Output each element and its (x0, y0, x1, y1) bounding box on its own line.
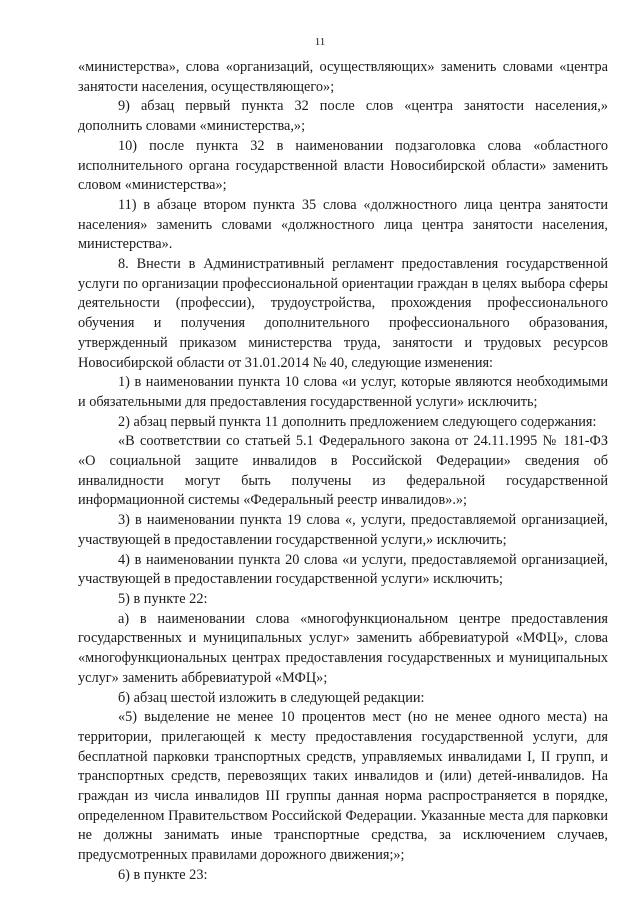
paragraph: 3) в наименовании пункта 19 слова «, услуги, предоставляемой организацией, участвующей в предоставлении государственной услуги,» исключить; (78, 512, 608, 548)
paragraph: 2) абзац первый пункта 11 дополнить предложением следующего содержания: (118, 413, 597, 430)
paragraph: а) в наименовании слова «многофункциональном центре предоставления государственных и муниципальных услуг» заменить аббревиатурой «МФЦ», слова «многофункциональных центрах предоставления государственных и муниципальных услуг» заменить аббревиатурой «МФЦ»; (78, 610, 608, 686)
paragraph: 9) абзац первый пункта 32 после слов «центра занятости населения,» дополнить словами «министерства,»; (78, 98, 608, 135)
paragraph: «В соответствии со статьей 5.1 Федерального закона от 24.11.1995 № 181-ФЗ «О социальной защите инвалидов в Российской Федерации» сведения об инвалидности могут быть получены из федеральной государственной информационной системы «Федеральный реестр инвалидов».»; (78, 433, 608, 509)
paragraph: 4) в наименовании пункта 20 слова «и услуги, предоставляемой организацией, участвующей в предоставлении государственной услуги» исключить; (78, 551, 608, 588)
paragraph: 8. Внести в Административный регламент предоставления государственной услуги по организации профессиональной ориентации граждан в целях выбора сферы деятельности (профессии), трудоустройства, прохождения профессионального обучения и получения дополнительного профессионального образования, утвержденный приказом министерства труда, занятости и трудовых ресурсов Новосибирской области от 31.01.2014 № 40, следующие изменения: (78, 256, 608, 371)
paragraph: б) абзац шестой изложить в следующей редакции: (118, 689, 425, 706)
page-number: 11 (314, 36, 326, 48)
paragraph: 1) в наименовании пункта 10 слова «и услуг, которые являются необходимыми и обязательными для предоставления государственной услуги» исключить; (78, 374, 608, 410)
document-body (78, 58, 608, 886)
paragraph: 11) в абзаце втором пункта 35 слова «должностного лица центра занятости населения» заменить словами «должностного лица центра занятости населения, министерства». (78, 196, 608, 253)
paragraph: «5) выделение не менее 10 процентов мест (но не менее одного места) на территории, прилегающей к месту предоставления государственной услуги, для бесплатной парковки транспортных средств, управляемых инвалидами I, II групп, и транспортных средств, перевозящих таких инвалидов и (или) детей-инвалидов. На граждан из числа инвалидов III группы данная норма распространяется в порядке, определенном Правительством Российской Федерации. Указанные места для парковки не должны занимать иные транспортные средства, за исключением случаев, предусмотренных правилами дорожного движения;»; (78, 709, 608, 864)
paragraph: 5) в пункте 22: (118, 590, 208, 607)
paragraph: 6) в пункте 23: (118, 866, 208, 883)
paragraph: 10) после пункта 32 в наименовании подзаголовка слова «областного исполнительного органа государственной власти Новосибирской области» заменить словом «министерства»; (78, 137, 608, 194)
paragraph: «министерства», слова «организаций, осуществляющих» заменить словами «центра занятости населения, осуществляющего»; (78, 59, 608, 95)
